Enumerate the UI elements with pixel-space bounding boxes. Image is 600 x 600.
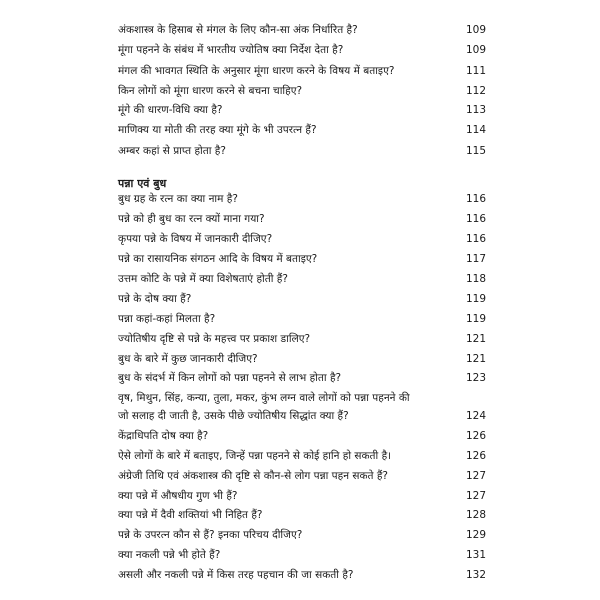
page-number: 123 (465, 372, 486, 384)
page-number: 127 (465, 490, 486, 502)
entry-text: ज्योतिषीय दृष्टि से पन्ने के महत्त्व पर प्रकाश डालिए? (118, 333, 311, 345)
entry-text: पन्ने के उपरत्न कौन से हैं? इनका परिचय दीजिए? (118, 529, 303, 541)
toc-entry (118, 104, 486, 117)
page-number: 116 (465, 193, 486, 205)
toc-entry (118, 273, 486, 286)
entry-text: ऐसे लोगों के बारे में बताइए, जिन्हें पन्ना पहनने से कोई हानि हो सकती है। (118, 450, 392, 462)
toc-entry (118, 213, 486, 226)
page-number: 109 (465, 44, 486, 56)
toc-entry (118, 293, 486, 306)
page-number: 126 (465, 430, 486, 442)
toc-entry-multiline (118, 392, 486, 405)
entry-text: बुध के संदर्भ में किन लोगों को पन्ना पहनने से लाभ होता है? (118, 372, 342, 384)
toc-entry (118, 233, 486, 246)
toc-entry (118, 313, 486, 326)
entry-text: पन्ना कहां-कहां मिलता है? (118, 313, 216, 325)
toc-entry (118, 65, 486, 78)
page-number: 115 (465, 145, 486, 157)
toc-entry (118, 253, 486, 266)
page-number: 113 (465, 104, 486, 116)
toc-entry (118, 24, 486, 37)
page-number: 112 (465, 85, 486, 97)
toc-entry (118, 569, 486, 582)
entry-text: मंगल की भावगत स्थिति के अनुसार मूंगा धारण करने के विषय में बताइए? (118, 65, 395, 77)
entry-text: माणिक्य या मोती की तरह क्या मूंगे के भी उपरत्न हैं? (118, 124, 317, 136)
toc-entry (118, 145, 486, 158)
toc-entry (118, 430, 486, 443)
toc-entry (118, 85, 486, 98)
page-number: 126 (465, 450, 486, 462)
toc-entry (118, 124, 486, 137)
page-number: 117 (465, 253, 486, 265)
toc-entry (118, 333, 486, 346)
entry-text: किन लोगों को मूंगा धारण करने से बचना चाहिए? (118, 85, 303, 97)
entry-text: बुध के बारे में कुछ जानकारी दीजिए? (118, 353, 258, 365)
page-number: 121 (465, 333, 486, 345)
entry-text: उत्तम कोटि के पन्ने में क्या विशेषताएं होती हैं? (118, 273, 288, 285)
toc-entry (118, 193, 486, 206)
page-number: 109 (465, 24, 486, 36)
page-number: 121 (465, 353, 486, 365)
page-number: 132 (465, 569, 486, 581)
page-number: 129 (465, 529, 486, 541)
entry-text: मूंगे की धारण-विधि क्या है? (118, 104, 223, 116)
page-number: 116 (465, 213, 486, 225)
entry-text: पन्ने को ही बुध का रत्न क्यों माना गया? (118, 213, 265, 225)
entry-text: बुध ग्रह के रत्न का क्या नाम है? (118, 193, 238, 205)
page-number: 128 (465, 509, 486, 521)
page-number: 131 (465, 549, 486, 561)
toc-entry (118, 450, 486, 463)
toc-entry (118, 470, 486, 483)
page-number: 118 (465, 273, 486, 285)
entry-text: अंग्रेजी तिथि एवं अंकशास्त्र की दृष्टि से कौन-से लोग पन्ना पहन सकते हैं? (118, 470, 388, 482)
entry-text-line1: वृष, मिथुन, सिंह, कन्या, तुला, मकर, कुंभ लग्न वाले लोगों को पन्ना पहनने की (118, 392, 410, 404)
page-number: 127 (465, 470, 486, 482)
page-number: 119 (465, 293, 486, 305)
entry-text: अम्बर कहां से प्राप्त होता है? (118, 145, 226, 157)
page-number: 119 (465, 313, 486, 325)
toc-entry (118, 509, 486, 522)
toc-entry (118, 549, 486, 562)
toc-entry (118, 529, 486, 542)
toc-entry (118, 372, 486, 385)
entry-text: असली और नकली पन्ने में किस तरह पहचान की जा सकती है? (118, 569, 354, 581)
entry-text: केंद्राधिपति दोष क्या है? (118, 430, 209, 442)
entry-text: कृपया पन्ने के विषय में जानकारी दीजिए? (118, 233, 273, 245)
toc-entry (118, 353, 486, 366)
toc-entry (118, 490, 486, 503)
entry-text: पन्ने के दोष क्या हैं? (118, 293, 192, 305)
entry-text: क्या पन्ने में दैवी शक्तियां भी निहित हैं? (118, 509, 263, 521)
toc-entry-continuation (118, 410, 486, 423)
entry-text: मूंगा पहनने के संबंध में भारतीय ज्योतिष क्या निर्देश देता है? (118, 44, 344, 56)
toc-entry (118, 44, 486, 57)
page-number: 124 (465, 410, 486, 422)
page-number: 111 (465, 65, 486, 77)
page-number: 114 (465, 124, 486, 136)
entry-text: क्या नकली पन्ने भी होते हैं? (118, 549, 221, 561)
entry-text: क्या पन्ने में औषधीय गुण भी हैं? (118, 490, 238, 502)
page-number: 116 (465, 233, 486, 245)
entry-text: पन्ने का रासायनिक संगठन आदि के विषय में बताइए? (118, 253, 318, 265)
entry-text: अंकशास्त्र के हिसाब से मंगल के लिए कौन-सा अंक निर्धारित है? (118, 24, 358, 36)
section-heading: पन्ना एवं बुध (118, 177, 167, 190)
entry-text-line2: जो सलाह दी जाती है, उसके पीछे ज्योतिषीय सिद्धांत क्या हैं? (118, 410, 349, 422)
